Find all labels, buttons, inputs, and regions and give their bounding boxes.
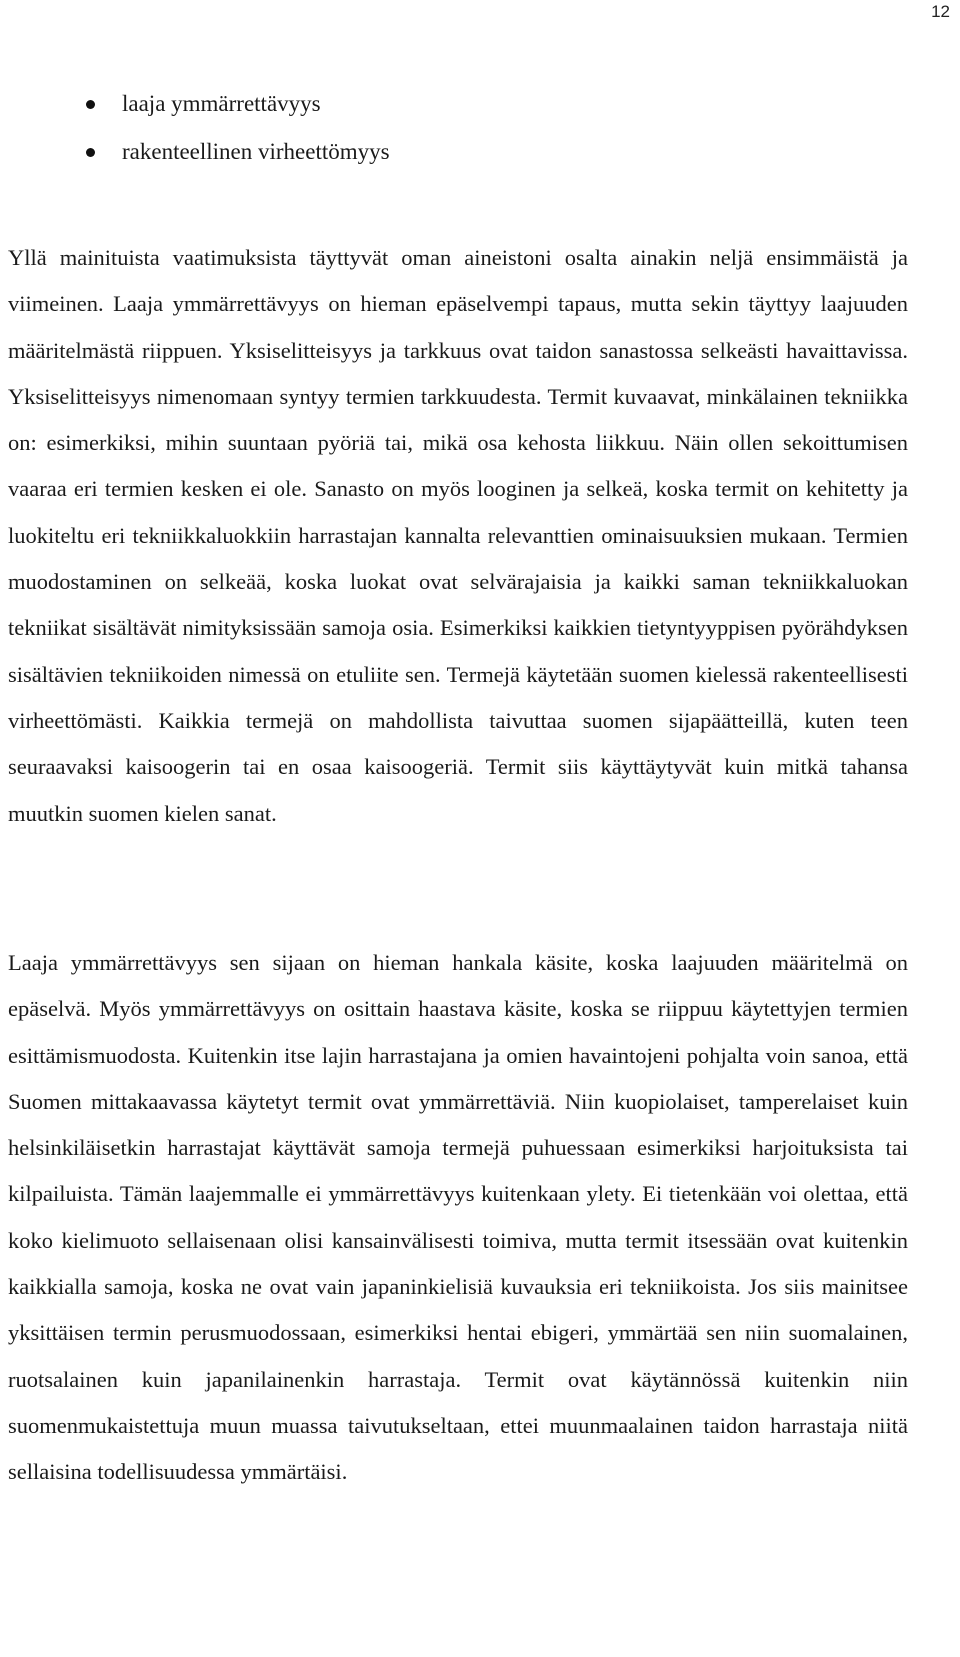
bullet-icon — [86, 148, 95, 157]
list-item-text: laaja ymmärrettävyys — [122, 91, 321, 116]
list-item — [86, 128, 390, 176]
list-item-text: rakenteellinen virheettömyys — [122, 139, 390, 164]
list-item — [86, 80, 390, 128]
bullet-icon — [86, 100, 95, 109]
body-paragraph: Laaja ymmärrettävyys sen sijaan on hieman hankala käsite, koska laajuuden määritelmä on epäselvä. Myös ymmärrettävyys on osittain haastava käsite, koska se riippuu käytettyjen termien esittämismuodosta. Kuitenkin itse lajin harrastajana ja omien havaintojeni pohjalta voin sanoa, että Suomen mittakaavassa käytetyt termit ovat ymmärrettäviä. Niin kuopiolaiset, tamperelaiset kuin helsinkiläisetkin harrastajat käyttävät samoja termejä puhuessaan esimerkiksi harjoituksista tai kilpailuista. Tämän laajemmalle ei ymmärrettävyys kuitenkaan ylety. Ei tietenkään voi olettaa, että koko kielimuoto sellaisenaan olisi kansainvälisesti toimiva, mutta termit itsessään ovat kuitenkin kaikkialla samoja, koska ne ovat vain japaninkielisiä kuvauksia eri tekniikoista. Jos siis mainitsee yksittäisen termin perusmuodossaan, esimerkiksi hentai ebigeri, ymmärtää sen niin suomalainen, ruotsalainen kuin japanilainenkin harrastaja. Termit ovat käytännössä kuitenkin niin suomenmukaistettuja muun muassa taivutukseltaan, ettei muunmaalainen taidon harrastaja niitä sellaisina todellisuudessa ymmärtäisi. — [8, 950, 908, 1485]
requirements-list — [86, 80, 390, 176]
body-paragraph: Yllä mainituista vaatimuksista täyttyvät oman aineistoni osalta ainakin neljä ensimmäistä ja viimeinen. Laaja ymmärrettävyys on hieman epäselvempi tapaus, mutta sekin täyttyy laajuuden määritelmästä riippuen. Yksiselitteisyys ja tarkkuus ovat taidon sanastossa selkeästi havaittavissa. Yksiselitteisyys nimenomaan syntyy termien tarkkuudesta. Termit kuvaavat, minkälainen tekniikka on: esimerkiksi, mihin suuntaan pyöriä tai, mikä osa kehosta liikkuu. Näin ollen sekoittumisen vaaraa eri termien kesken ei ole. Sanasto on myös looginen ja selkeä, koska termit on kehitetty ja luokiteltu eri tekniikkaluokkiin harrastajan kannalta relevanttien ominaisuuksien mukaan. Termien muodostaminen on selkeää, koska luokat ovat selvärajaisia ja kaikki saman tekniikkaluokan tekniikat sisältävät nimityksissään samoja osia. Esimerkiksi kaikkien tietyntyyppisen pyörähdyksen sisältävien tekniikoiden nimessä on etuliite sen. Termejä käytetään suomen kielessä rakenteellisesti virheettömästi. Kaikkia termejä on mahdollista taivuttaa suomen sijapäätteillä, kuten teen seuraavaksi kaisoogerin tai en osaa kaisoogeriä. Termit siis käyttäytyvät kuin mitkä tahansa muutkin suomen kielen sanat. — [8, 245, 908, 826]
page-number: 12 — [931, 2, 950, 21]
